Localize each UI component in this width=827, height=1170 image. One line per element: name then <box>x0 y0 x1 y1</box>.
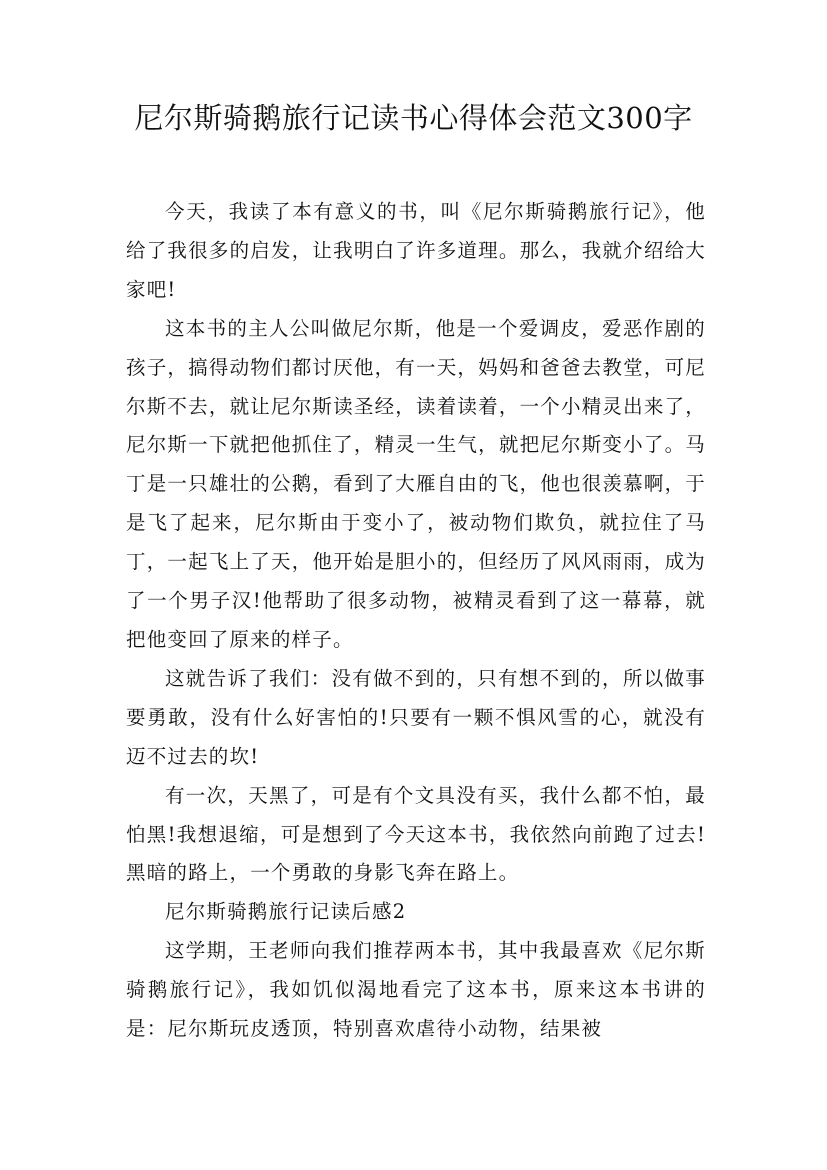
paragraph: 这学期，王老师向我们推荐两本书，其中我最喜欢《尼尔斯骑鹅旅行记》，我如饥似渴地看完了这本书，原来这本书讲的是：尼尔斯玩皮透顶，特别喜欢虐待小动物，结果被 <box>126 939 706 1041</box>
paragraph: 今天，我读了本有意义的书，叫《尼尔斯骑鹅旅行记》，他给了我很多的启发，让我明白了许多道理。那么，我就介绍给大家吧! <box>126 200 706 301</box>
document-title: 尼尔斯骑鹅旅行记读书心得体会范文300字 <box>134 101 693 135</box>
paragraph: 有一次，天黑了，可是有个文具没有买，我什么都不怕，最怕黑!我想退缩，可是想到了今天这本书，我依然向前跑了过去!黑暗的路上，一个勇敢的身影飞奔在路上。 <box>126 783 706 885</box>
section-heading: 尼尔斯骑鹅旅行记读后感2 <box>165 900 407 924</box>
paragraph: 这本书的主人公叫做尼尔斯，他是一个爱调皮，爱恶作剧的孩子，搞得动物们都讨厌他，有一天，妈妈和爸爸去教堂，可尼尔斯不去，就让尼尔斯读圣经，读着读着，一个小精灵出来了，尼尔斯一下就把他抓住了，精灵一生气，就把尼尔斯变小了。马丁是一只雄壮的公鹅，看到了大雁自由的飞，他也很羡慕啊，于是飞了起来，尼尔斯由于变小了，被动物们欺负，就拉住了马丁，一起飞上了天，他开始是胆小的，但经历了风风雨雨，成为了一个男子汉!他帮助了很多动物，被精灵看到了这一幕幕，就把他变回了原来的样子。 <box>126 316 706 651</box>
paragraph: 这就告诉了我们：没有做不到的，只有想不到的，所以做事要勇敢，没有什么好害怕的!只要有一颗不惧风雪的心，就没有迈不过去的坎! <box>126 666 706 768</box>
document-body <box>126 193 706 1049</box>
